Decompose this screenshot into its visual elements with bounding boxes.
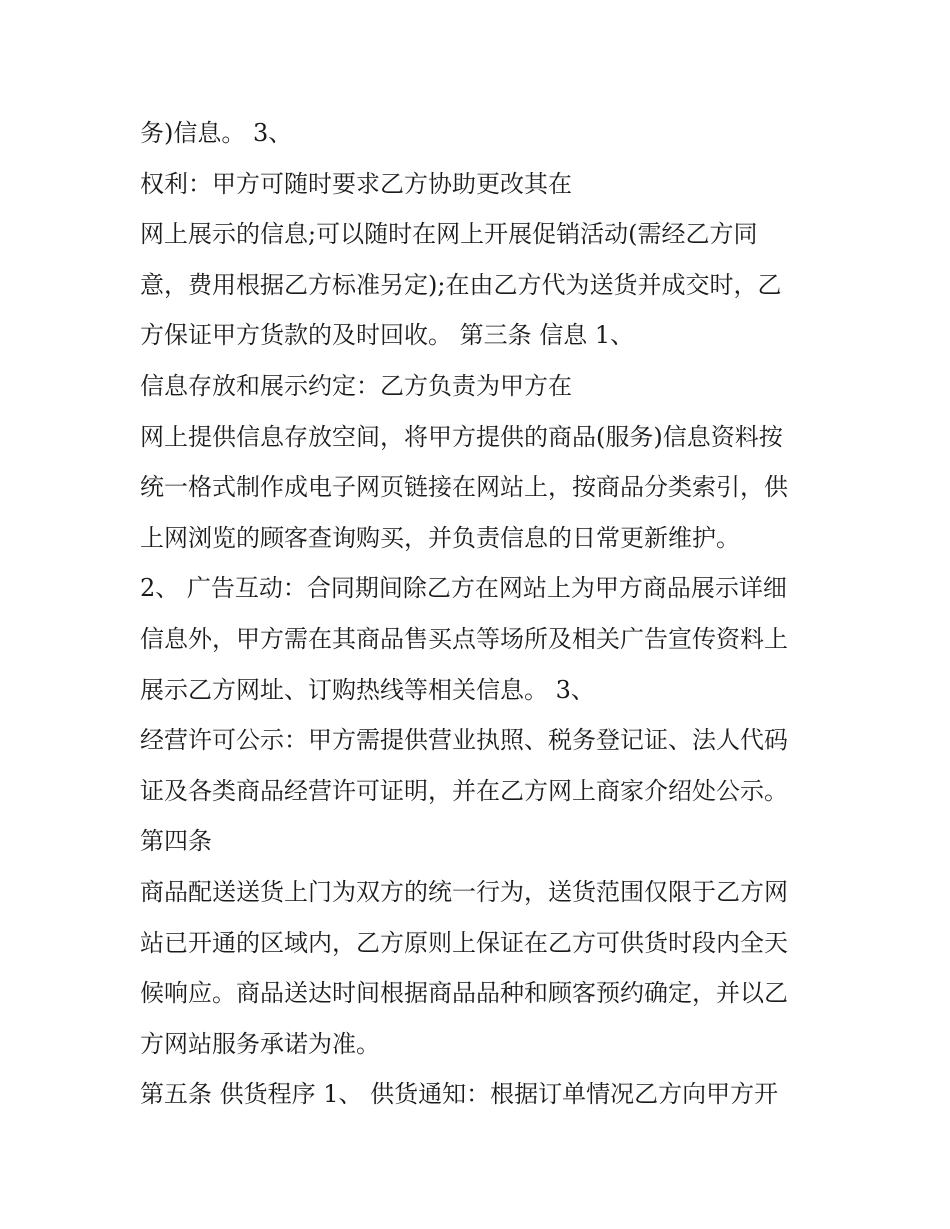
text-line-18: 候响应。商品送达时间根据商品品种和顾客预约确定，并以乙 [140, 979, 788, 1008]
text-line-7: 网上提供信息存放空间，将甲方提供的商品(服务)信息资料按 [140, 422, 783, 451]
text-line-10: 2、 广告互动：合同期间除乙方在网站上为甲方商品展示详细 [140, 574, 787, 603]
text-line-2: 权利：甲方可随时要求乙方协助更改其在 [140, 169, 572, 198]
text-line-6: 信息存放和展示约定：乙方负责为甲方在 [140, 371, 572, 400]
text-line-1: 务)信息。 3、 [140, 119, 293, 147]
text-line-8: 统一格式制作成电子网页链接在网站上，按商品分类索引，供 [140, 473, 788, 502]
text-line-17: 站已开通的区域内，乙方原则上保证在乙方可供货时段内全天 [140, 928, 788, 957]
text-line-16: 商品配送送货上门为双方的统一行为，送货范围仅限于乙方网 [140, 877, 788, 906]
text-line-9: 上网浏览的顾客查询购买，并负责信息的日常更新维护。 [140, 523, 740, 552]
text-line-15: 第四条 [140, 827, 212, 856]
text-line-3: 网上展示的信息;可以随时在网上开展促销活动(需经乙方同 [140, 220, 758, 249]
text-line-19: 方网站服务承诺为准。 [140, 1029, 380, 1058]
text-line-12: 展示乙方网址、订购热线等相关信息。 3、 [140, 675, 595, 704]
text-line-11: 信息外，甲方需在其商品售买点等场所及相关广告宣传资料上 [140, 624, 788, 653]
text-line-5: 方保证甲方货款的及时回收。 第三条 信息 1、 [140, 321, 635, 350]
text-line-14: 证及各类商品经营许可证明，并在乙方网上商家介绍处公示。 [140, 776, 788, 805]
text-line-4: 意，费用根据乙方标准另定);在由乙方代为送货并成交时，乙 [140, 270, 782, 299]
text-line-20: 第五条 供货程序 1、 供货通知：根据订单情况乙方向甲方开 [140, 1080, 779, 1109]
text-line-13: 经营许可公示：甲方需提供营业执照、税务登记证、法人代码 [140, 726, 788, 755]
contract-text [140, 108, 830, 1120]
